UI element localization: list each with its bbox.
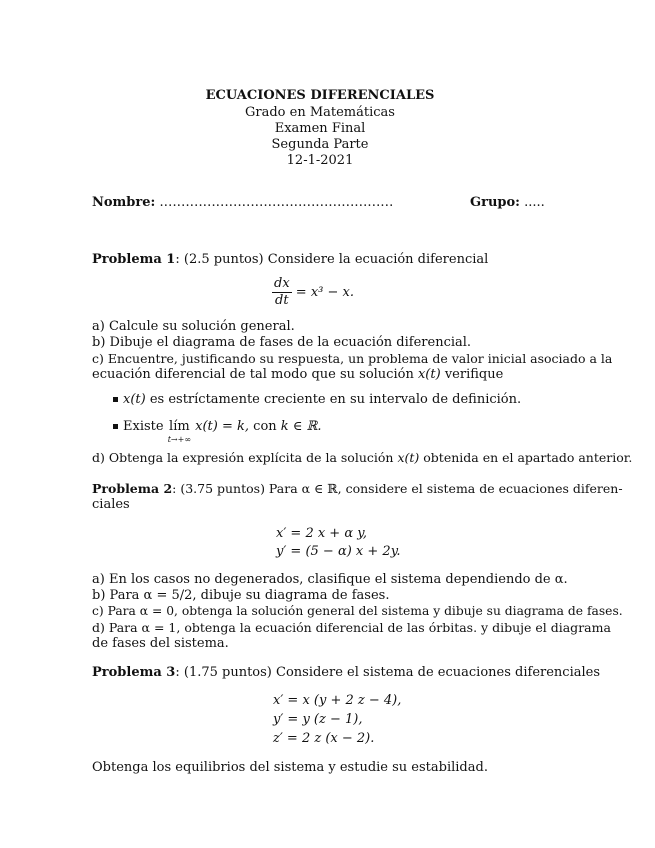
problem-2-part-c: c) Para α = 0, obtenga la solución general del sistema y dibuje su diagrama de fases. bbox=[92, 604, 623, 618]
problem-1-part-d bbox=[92, 449, 632, 466]
problem-3-eq-2: y′ = y (z − 1), bbox=[273, 712, 363, 727]
problem-3-label: Problema 3 bbox=[92, 665, 176, 680]
equation-rhs: = x³ − x. bbox=[295, 285, 354, 300]
text-span: con bbox=[253, 419, 277, 434]
problem-2-part-d-line2: de fases del sistema. bbox=[92, 636, 229, 651]
problem-2-part-d-line1: d) Para α = 1, obtenga la ecuación diferencial de las órbitas. y dibuje el diagrama bbox=[92, 620, 611, 635]
problem-1-equation bbox=[272, 276, 354, 309]
problem-3-closing: Obtenga los equilibrios del sistema y estudie su estabilidad. bbox=[92, 760, 488, 775]
problem-1-part-b: b) Dibuje el diagrama de fases de la ecuación diferencial. bbox=[92, 335, 472, 350]
exam-type-line: Examen Final bbox=[274, 121, 366, 136]
limit-text: lím bbox=[169, 419, 190, 434]
problem-3-eq-1: x′ = x (y + 2 z − 4), bbox=[273, 693, 402, 708]
bullet-icon bbox=[113, 397, 118, 402]
problem-1-intro bbox=[92, 251, 488, 268]
name-field[interactable] bbox=[92, 194, 393, 211]
derivative-fraction bbox=[272, 276, 292, 309]
problem-1-bullet-1 bbox=[123, 391, 521, 408]
problem-2-intro-text: : (3.75 puntos) Para α ∈ ℝ, considere el sistema de ecuaciones diferen- bbox=[172, 481, 623, 496]
text-span: obtenida en el apartado anterior. bbox=[423, 450, 633, 465]
group-dots: ..... bbox=[524, 195, 545, 210]
limit-operator bbox=[168, 418, 191, 444]
problem-1-bullet-2 bbox=[123, 418, 322, 444]
problem-1-part-c-line1: c) Encuentre, justificando su respuesta, un problema de valor inicial asociado a la bbox=[92, 351, 613, 366]
text-span: ecuación diferencial de tal modo que su solución bbox=[92, 367, 414, 382]
bullet-icon bbox=[113, 424, 118, 429]
fraction-denominator: dt bbox=[275, 293, 289, 308]
problem-3-intro-text: : (1.75 puntos) Considere el sistema de ecuaciones diferenciales bbox=[175, 665, 601, 680]
exam-date: 12-1-2021 bbox=[286, 153, 354, 168]
math-k-in-r: k ∈ ℝ. bbox=[280, 419, 322, 434]
group-field[interactable] bbox=[470, 194, 545, 211]
exam-part-line: Segunda Parte bbox=[271, 137, 369, 152]
problem-2-intro-line2: ciales bbox=[92, 497, 130, 512]
problem-2-label: Problema 2 bbox=[92, 481, 173, 496]
problem-1-label: Problema 1 bbox=[92, 252, 176, 267]
problem-1-intro-text: : (2.5 puntos) Considere la ecuación diferencial bbox=[175, 252, 489, 267]
math-x-of-t: x(t) bbox=[397, 450, 420, 465]
text-span: es estríctamente creciente en su intervalo de definición. bbox=[149, 392, 522, 407]
limit-subscript: t→+∞ bbox=[167, 435, 192, 444]
text-span: Existe bbox=[123, 419, 164, 434]
exam-title: ECUACIONES DIFERENCIALES bbox=[205, 88, 435, 103]
problem-1-part-c-line2 bbox=[92, 366, 503, 383]
problem-2-intro bbox=[92, 480, 623, 497]
degree-line: Grado en Matemáticas bbox=[245, 105, 395, 120]
math-x-of-t: x(t) bbox=[123, 392, 146, 407]
problem-2-part-b: b) Para α = 5/2, dibuje su diagrama de fases. bbox=[92, 588, 390, 603]
math-x-of-t: x(t) bbox=[417, 367, 441, 382]
name-dots: ...................................................... bbox=[159, 195, 394, 210]
text-span: verifique bbox=[444, 367, 504, 382]
name-label: Nombre: bbox=[92, 195, 156, 210]
fraction-numerator: dx bbox=[274, 276, 290, 291]
problem-2-part-a: a) En los casos no degenerados, clasifique el sistema dependiendo de α. bbox=[92, 572, 568, 587]
problem-2-eq-2: y′ = (5 − α) x + 2y. bbox=[276, 544, 401, 559]
problem-3-eq-3: z′ = 2 z (x − 2). bbox=[273, 731, 375, 746]
math-limit-value: x(t) = k, bbox=[195, 419, 250, 434]
text-span: d) Obtenga la expresión explícita de la solución bbox=[92, 450, 394, 465]
group-label: Grupo: bbox=[470, 195, 520, 210]
problem-2-eq-1: x′ = 2 x + α y, bbox=[276, 526, 367, 541]
problem-1-part-a: a) Calcule su solución general. bbox=[92, 319, 295, 334]
problem-3-intro bbox=[92, 664, 600, 681]
